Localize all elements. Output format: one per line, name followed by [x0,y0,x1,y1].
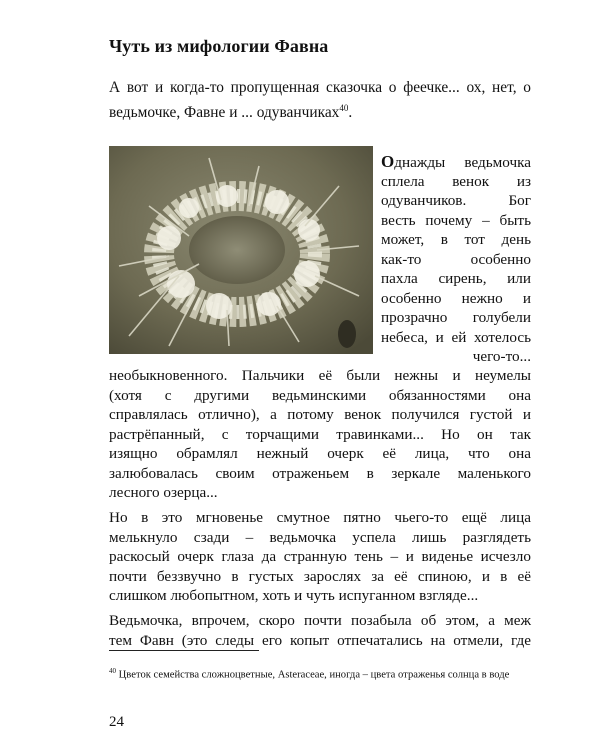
dandelion-wreath-photo [109,146,373,354]
wrapped-text-line: прозрачно голубели [381,309,531,326]
body-text-line: необыкновенного. Пальчики её были нежны и неумелы [109,367,531,384]
footnote-divider [109,650,259,651]
wrapped-text-line: небеса, и ей хотелось [381,328,531,346]
body-text-line: (хотя с другими ведьминскими обязанностями она [109,386,531,404]
body-text-line: растрёпанный, с торчащими травинками... Но он так [109,425,531,443]
footnote-number: 40 [109,667,116,675]
body-text-line: Но в это мгновенье смутное пятно чьего-то ещё лица [109,509,531,526]
body-text-line: изящно обрамлял нежный очерк её лица, что она [109,445,531,462]
body-text-line: почти беззвучно в густых зарослях за её спиною, и в её [109,567,531,585]
intro-text: А вот и когда-то пропущенная сказочка о феечке... ох, нет, о ведьмочке, Фавне и ... одуванчиках [109,79,531,122]
body-text-line: мелькнуло сзади – ведьмочка успела лишь разглядеть [109,528,531,546]
footnote [109,664,531,683]
wrapped-text-line: одуванчиков. Бог [381,192,531,209]
body-text-line: лесного озерца... [109,484,218,501]
wrapped-text-line: может, в тот день [381,231,531,248]
wrapped-text-line: сплела венок из [381,172,531,190]
wrapped-text-line: Однажды ведьмочка [381,152,531,171]
wrapped-text-line: особенно нежно и [381,289,531,307]
body-text-line: раскосый очерк глаза да странную тень – и виденье исчезло [109,548,531,565]
body-text-line: тем Фавн (это следы его копыт отпечатались на отмели, где [109,631,531,649]
body-text-line: Ведьмочка, впрочем, скоро почти позабыла об этом, а меж [109,612,531,629]
footnote-text: Цветок семейства сложноцветные, Asteraceae, иногда – цвета отраженья солнца в воде [118,669,510,681]
intro-paragraph: А вот и когда-то пропущенная сказочка о феечке... ох, нет, о ведьмочке, Фавне и ... одуванчиках$^{40}$. [109,79,531,122]
wrapped-text-line: весть почему – быть [381,211,531,229]
dandelion-wreath-icon [109,146,373,354]
chapter-heading: Чуть из мифологии Фавна [109,36,329,56]
wrapped-text-line: пахла сирень, или [381,270,531,287]
drop-initial-letter: О [381,152,395,171]
footnote-ref-marker: 40 [339,103,349,113]
body-text-line: справлялась отлично), а потому венок получился густой и [109,406,531,423]
page-number: 24 [109,714,124,730]
wrapped-text-line: чего-то... [472,348,531,365]
body-text-line: залюбовалась своим отраженьем в зеркале маленького [109,464,531,482]
body-text-line: слишком любопытном, хоть и чуть испуганном взгляде... [109,587,479,604]
wrapped-text-line: как-то особенно [381,250,531,268]
